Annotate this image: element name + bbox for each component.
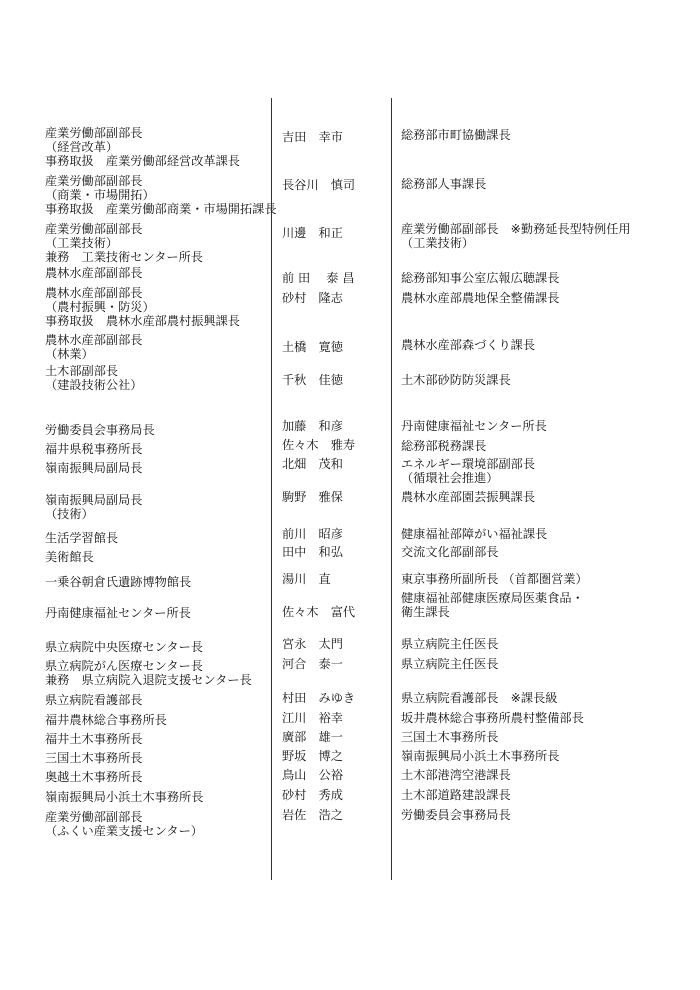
new-position — [45, 751, 271, 765]
previous-position — [401, 730, 663, 744]
previous-position-line: 総務部人事課長 — [401, 177, 487, 191]
previous-position — [401, 222, 663, 250]
person-name: 前 田 泰 昌 — [282, 271, 355, 285]
previous-position — [401, 749, 663, 763]
new-position-line: 生活学習館長 — [45, 531, 119, 545]
person-name: 北畑 茂和 — [282, 457, 343, 471]
previous-position-line: 交流文化部副部長 — [401, 545, 499, 559]
previous-position — [401, 128, 663, 142]
new-position-line: 産業労働部副部長 — [45, 126, 143, 140]
new-position — [45, 442, 271, 456]
new-position-line: 嶺南振興局副局長 — [45, 461, 143, 475]
person-name: 加藤 和彦 — [282, 419, 343, 433]
new-position — [45, 770, 271, 784]
person-name: 前川 昭彦 — [282, 527, 343, 541]
new-position-line: 丹南健康福祉センター所長 — [45, 606, 191, 620]
new-position-line: （技術） — [45, 507, 94, 521]
previous-position-line: 労働委員会事務局長 — [401, 808, 511, 822]
new-position-line: 奥越土木事務所長 — [45, 770, 143, 784]
new-position-line: 農林水産部副部長 — [45, 286, 143, 300]
new-position-line: 一乗谷朝倉氏遺跡博物館長 — [45, 575, 192, 589]
previous-position — [401, 788, 663, 802]
new-position-line: 県立病院がん医療センター長 — [45, 659, 203, 673]
previous-position-line: 県立病院主任医長 — [401, 637, 499, 651]
new-position — [45, 790, 271, 804]
person-name: 田中 和弘 — [282, 545, 343, 559]
previous-position — [401, 591, 663, 619]
new-position-line: 兼務 県立病院入退院支援センター長 — [45, 673, 252, 687]
previous-position-line: 農林水産部園芸振興課長 — [401, 490, 536, 504]
new-position — [45, 550, 271, 564]
person-name: 長谷川 慎司 — [282, 178, 356, 192]
new-position — [45, 575, 271, 589]
person-name: 砂村 秀成 — [282, 788, 343, 802]
new-position-line: 福井土木事務所長 — [45, 732, 143, 746]
new-position-line: （商業・市場開拓） — [45, 188, 155, 202]
previous-position — [401, 691, 663, 705]
new-position — [45, 693, 271, 707]
person-name: 廣部 雄一 — [282, 730, 343, 744]
new-position-line: （建設技術公社） — [45, 378, 143, 392]
previous-position-line: （循環社会推進） — [401, 471, 499, 485]
previous-position — [401, 637, 663, 651]
person-name: 岩佐 浩之 — [282, 808, 343, 822]
new-position — [45, 364, 271, 392]
previous-position-line: 東京事務所副所長 （首都圏営業） — [401, 572, 588, 586]
previous-position-line: 三国土木事務所長 — [401, 730, 499, 744]
previous-position-line: 農林水産部農地保全整備課長 — [401, 291, 560, 305]
new-position-line: （工業技術） — [45, 236, 119, 250]
previous-position — [401, 457, 663, 485]
person-name: 野坂 博之 — [282, 749, 343, 763]
person-name: 砂村 隆志 — [282, 291, 343, 305]
person-name: 吉田 幸市 — [282, 130, 343, 144]
previous-position-line: 土木部砂防防災課長 — [401, 373, 511, 387]
new-position-line: 労働委員会事務局長 — [45, 423, 155, 437]
new-position — [45, 286, 271, 328]
person-name: 村田 みゆき — [282, 691, 356, 705]
new-position-line: 嶺南振興局小浜土木事務所長 — [45, 790, 204, 804]
previous-position — [401, 768, 663, 782]
new-position — [45, 461, 271, 475]
previous-position-line: 嶺南振興局小浜土木事務所長 — [401, 749, 560, 763]
previous-position-line: 丹南健康福祉センター所長 — [401, 419, 547, 433]
previous-position-line: 衛生課長 — [401, 605, 450, 619]
new-position-line: （経営改革） — [45, 140, 119, 154]
new-position — [45, 333, 271, 361]
previous-position — [401, 291, 663, 305]
person-name: 川邊 和正 — [282, 226, 343, 240]
previous-position — [401, 808, 663, 822]
previous-position — [401, 545, 663, 559]
person-name: 土橋 寛徳 — [282, 340, 343, 354]
new-position-line: 三国土木事務所長 — [45, 751, 143, 765]
column-divider-right — [391, 98, 392, 880]
new-position — [45, 493, 271, 521]
previous-position — [401, 373, 663, 387]
previous-position-line: 総務部税務課長 — [401, 439, 487, 453]
previous-position — [401, 177, 663, 191]
new-position — [45, 174, 277, 216]
new-position-line: 事務取扱 農林水産部農村振興課長 — [45, 314, 240, 328]
new-position — [45, 126, 271, 168]
new-position — [45, 423, 271, 437]
new-position-line: 福井県税事務所長 — [45, 442, 143, 456]
previous-position-line: 農林水産部森づくり課長 — [401, 338, 536, 352]
new-position-line: 事務取扱 産業労働部経営改革課長 — [45, 154, 240, 168]
new-position-line: 事務取扱 産業労働部商業・市場開拓課長 — [45, 202, 277, 216]
new-position — [45, 531, 271, 545]
previous-position-line: 土木部港湾空港課長 — [401, 768, 511, 782]
previous-position-line: 健康福祉部健康医療局医薬食品・ — [401, 591, 584, 605]
new-position-line: 土木部副部長 — [45, 364, 119, 378]
new-position-line: （林業） — [45, 347, 94, 361]
previous-position-line: 産業労働部副部長 ※勤務延長型特例任用 — [401, 222, 631, 236]
person-name: 鳥山 公裕 — [282, 768, 343, 782]
new-position-line: 美術館長 — [45, 550, 94, 564]
previous-position — [401, 490, 663, 504]
new-position — [45, 732, 271, 746]
previous-position-line: （工業技術） — [401, 236, 475, 250]
new-position — [45, 810, 271, 838]
new-position — [45, 659, 271, 687]
person-name: 湯川 直 — [282, 572, 331, 586]
previous-position — [401, 271, 663, 285]
previous-position — [401, 439, 663, 453]
person-name: 佐々木 富代 — [282, 605, 356, 619]
previous-position-line: 総務部市町協働課長 — [401, 128, 511, 142]
person-name: 千秋 佳徳 — [282, 373, 343, 387]
previous-position-line: エネルギー環境部副部長 — [401, 457, 536, 471]
previous-position-line: 土木部道路建設課長 — [401, 788, 511, 802]
person-name: 駒野 雅保 — [282, 490, 343, 504]
previous-position — [401, 572, 663, 586]
new-position-line: 産業労働部副部長 — [45, 174, 143, 188]
new-position-line: （ふくい産業支援センター） — [45, 824, 203, 838]
new-position — [45, 606, 271, 620]
previous-position — [401, 338, 663, 352]
new-position-line: 嶺南振興局副局長 — [45, 493, 143, 507]
person-name: 佐々木 雅寿 — [282, 438, 356, 452]
new-position-line: 県立病院看護部長 — [45, 693, 143, 707]
new-position-line: 福井農林総合事務所長 — [45, 713, 167, 727]
new-position-line: 産業労働部副部長 — [45, 810, 143, 824]
new-position — [45, 222, 271, 264]
previous-position — [401, 527, 663, 541]
previous-position-line: 県立病院主任医長 — [401, 657, 499, 671]
person-name: 宮永 太門 — [282, 637, 343, 651]
previous-position-line: 総務部知事公室広報広聴課長 — [401, 271, 560, 285]
previous-position — [401, 711, 663, 725]
previous-position — [401, 419, 663, 433]
new-position — [45, 640, 271, 654]
new-position — [45, 713, 271, 727]
new-position-line: 産業労働部副部長 — [45, 222, 143, 236]
new-position — [45, 266, 271, 280]
previous-position — [401, 657, 663, 671]
previous-position-line: 県立病院看護部長 ※課長級 — [401, 691, 558, 705]
person-name: 江川 裕幸 — [282, 711, 343, 725]
previous-position-line: 健康福祉部障がい福祉課長 — [401, 527, 548, 541]
previous-position-line: 坂井農林総合事務所農村整備部長 — [401, 711, 584, 725]
new-position-line: （農村振興・防災） — [45, 300, 155, 314]
person-name: 河合 泰一 — [282, 657, 343, 671]
new-position-line: 農林水産部副部長 — [45, 266, 143, 280]
new-position-line: 県立病院中央医療センター長 — [45, 640, 203, 654]
new-position-line: 農林水産部副部長 — [45, 333, 143, 347]
new-position-line: 兼務 工業技術センター所長 — [45, 250, 203, 264]
